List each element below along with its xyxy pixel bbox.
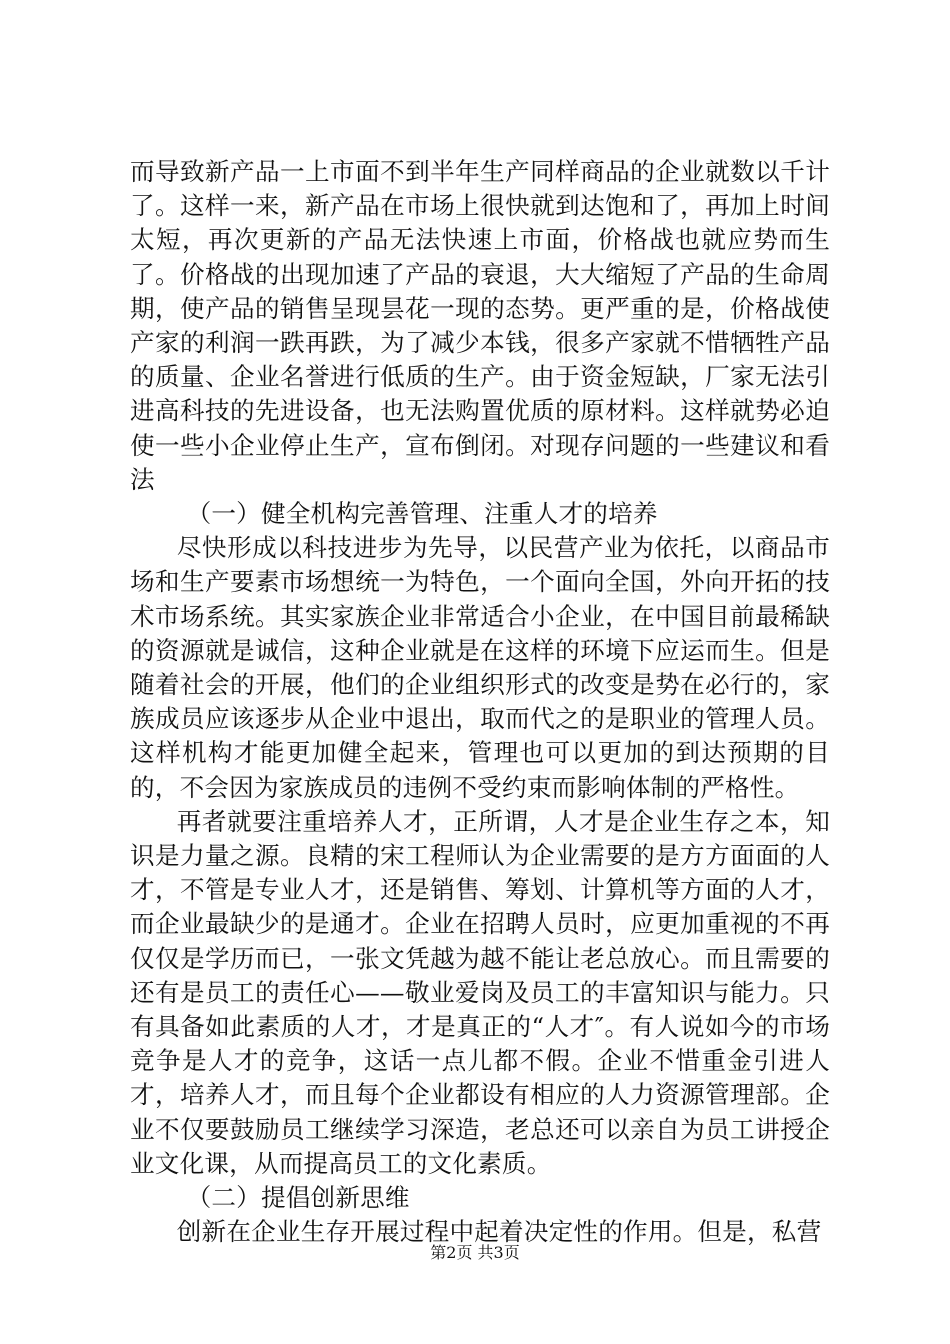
document-body <box>130 155 830 1250</box>
section-heading-2: （二）提倡创新思维 <box>186 1183 410 1213</box>
paragraph-body: 再者就要注重培养人才，正所谓，人才是企业生存之本，知识是力量之源。良精的宋工程师认为企业需要的是方方面面的人才，不管是专业人才，还是销售、筹划、计算机等方面的人才，而企业最缺少的是通才。企业在招聘人员时，应更加重视的不再仅仅是学历而已，一张文凭越为越不能让老总放心。而且需要的还有是员工的责任心——敬业爱岗及员工的丰富知识与能力。只有具备如此素质的人才，才是真正的“人才″。有人说如今的市场竞争是人才的竞争，这话一点儿都不假。企业不惜重金引进人才，培养人才，而且每个企业都设有相应的人力资源管理部。企业不仅要鼓励员工继续学习深造，老总还可以亲自为员工讲授企业文化课，从而提高员工的文化素质。 <box>130 806 830 1178</box>
paragraph-continuation: 而导致新产品一上市面不到半年生产同样商品的企业就数以千计了。这样一来，新产品在市场上很快就到达饱和了，再加上时间太短，再次更新的产品无法快速上市面，价格战也就应势而生了。价格战的出现加速了产品的衰退，大大缩短了产品的生命周期，使产品的销售呈现昙花一现的态势。更严重的是，价格战使产家的利润一跌再跌，为了减少本钱，很多产家就不惜牺牲产品的质量、企业名誉进行低质的生产。由于资金短缺，厂家无法引进高科技的先进设备，也无法购置优质的原材料。这样就势必迫使一些小企业停止生产，宣布倒闭。对现存问题的一些建议和看法 <box>130 157 830 494</box>
paragraph-body: 创新在企业生存开展过程中起着决定性的作用。但是，私营 <box>176 1217 822 1247</box>
page-number-footer: 第2页 共3页 <box>430 1243 520 1262</box>
paragraph-body: 尽快形成以科技进步为先导，以民营产业为依托，以商品市场和生产要素市场想统一为特色，一个面向全国，外向开拓的技术市场系统。其实家族企业非常适合小企业，在中国目前最稀缺的资源就是诚信，这种企业就是在这样的环境下应运而生。但是随着社会的开展，他们的企业组织形式的改变是势在必行的，家族成员应该逐步从企业中退出，取而代之的是职业的管理人员。这样机构才能更加健全起来，管理也可以更加的到达预期的目的，不会因为家族成员的违例不受约束而影响体制的严格性。 <box>130 533 830 802</box>
section-heading-1: （一）健全机构完善管理、注重人才的培养 <box>186 499 658 529</box>
